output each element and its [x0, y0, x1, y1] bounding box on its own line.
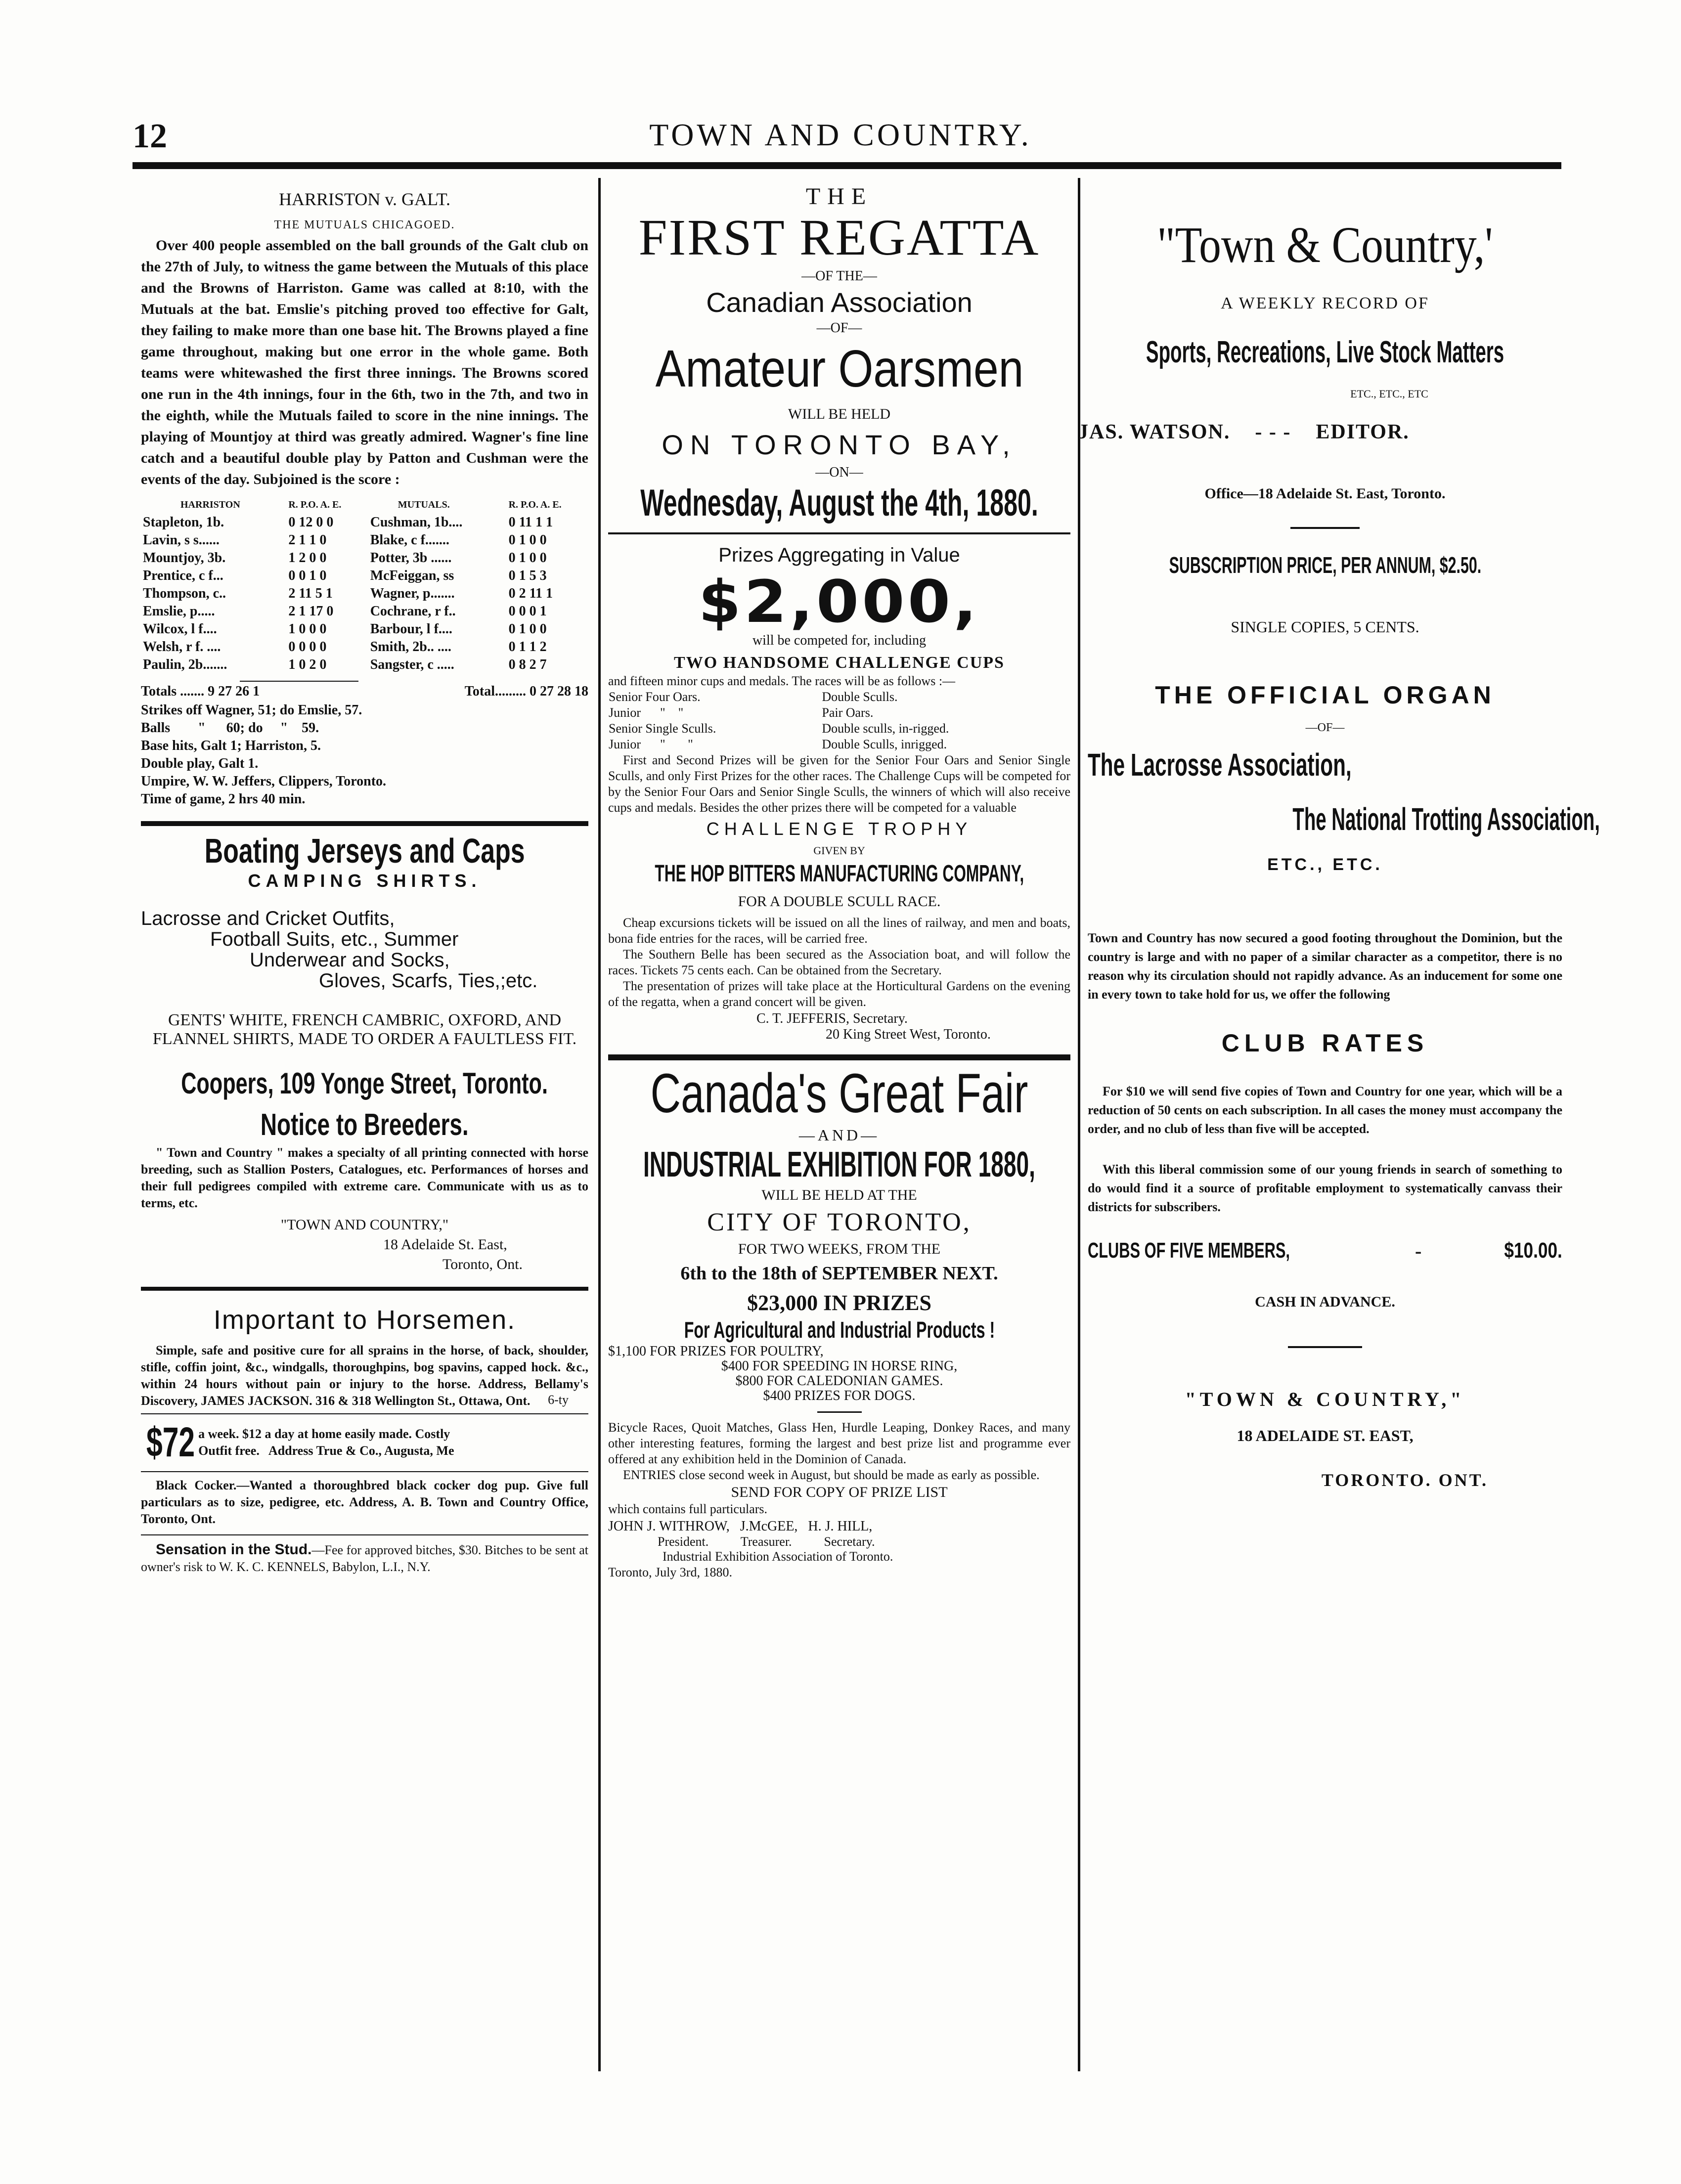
table-row — [608, 689, 1070, 705]
fair-line: $400 PRIZES FOR DOGS. — [763, 1388, 916, 1403]
score-cell: Wagner, p....... — [370, 586, 455, 601]
tc-footer-name: "TOWN & COUNTRY," — [1185, 1388, 1465, 1410]
fair-agri: For Agricultural and Industrial Products ! — [684, 1317, 995, 1343]
secretary-name: C. T. JEFFERIS, Secretary. — [756, 1011, 908, 1026]
score-note: Balls " 60; do " 59. — [141, 720, 319, 736]
table-row — [608, 705, 1070, 721]
table-row — [141, 620, 588, 638]
races-text: First and Second Prizes will be given for the Senior Four Oars and Senior Single Sculls, and only First Prizes for the other races. The Challenge Cups will be competed for by the Senior Four Oars and Senior Single Sculls, the winners of which will also receive cups and medals. Besides the other prizes there will be competed for a valuable — [608, 753, 1070, 815]
prize-amount: $2,000, — [698, 568, 980, 636]
stud-text: —Fee for approved bitches, $30. Bitches to be sent at owner's risk to W. K. C. KENNELS, Babylon, L.I., N.Y. — [141, 1543, 589, 1574]
challenge-cups: TWO HANDSOME CHALLENGE CUPS — [674, 654, 1005, 672]
tc-trotting: The National Trotting Association, — [1292, 801, 1600, 837]
tc-club-rates: CLUB RATES — [1221, 1029, 1429, 1057]
fair-exhibition: INDUSTRIAL EXHIBITION FOR 1880, — [643, 1145, 1035, 1184]
score-cell: 0 0 0 0 — [288, 639, 327, 655]
score-cell: Prentice, c f... — [143, 568, 223, 583]
dash-rule — [817, 1411, 862, 1413]
score-cell: 0 0 0 1 — [508, 604, 547, 619]
tc-of: —OF— — [1305, 721, 1345, 734]
score-cell: 0 11 1 1 — [508, 515, 553, 530]
score-note: Umpire, W. W. Jeffers, Clippers, Toronto. — [141, 774, 387, 789]
tc-sports: Sports, Recreations, Live Stock Matters — [1146, 335, 1504, 369]
regatta-location: ON TORONTO BAY, — [662, 429, 1017, 460]
table-row — [141, 603, 588, 620]
score-note: Strikes off Wagner, 51; do Emslie, 57. — [141, 702, 362, 718]
score-cell: Cushman, 1b.... — [370, 515, 463, 530]
fair-two-weeks: FOR TWO WEEKS, FROM THE — [738, 1241, 941, 1257]
prizes-competed: will be competed for, including — [752, 633, 927, 648]
races-table — [608, 689, 1070, 752]
totals-left: Totals ....... 9 27 26 1 — [141, 684, 260, 699]
score-cell: 1 0 0 0 — [288, 621, 327, 637]
race-cell: Junior " " — [609, 705, 684, 720]
tc-editor — [1078, 420, 1562, 444]
race-cell: Double sculls, in-rigged. — [822, 721, 949, 736]
table-row — [141, 638, 588, 656]
score-cell: 0 1 0 0 — [508, 621, 547, 637]
ad-jerseys-title: Boating Jerseys and Caps — [204, 831, 525, 870]
tc-commission: With this liberal commission some of our young friends in search of something to do would find it a source of profitable employment to systematically canvass their districts for subscribers. — [1088, 1162, 1562, 1214]
column-left — [141, 178, 588, 1575]
regatta-on: —ON— — [815, 465, 863, 480]
score-cell: 1 0 2 0 — [288, 657, 327, 672]
horsemen-title: Important to Horsemen. — [213, 1305, 516, 1335]
breeders-addr: 18 Adelaide St. East, — [383, 1236, 507, 1253]
score-cell: Mountjoy, 3b. — [143, 550, 226, 566]
dash-rule — [1288, 1346, 1362, 1348]
race-cell: Junior " " — [609, 737, 693, 751]
score-cell: 0 1 0 0 — [508, 532, 547, 548]
score-cell: 0 1 0 0 — [508, 550, 547, 566]
fair-entries: ENTRIES close second week in August, but should be made as early as possible. — [623, 1468, 1040, 1482]
score-cell: Wilcox, l f.... — [143, 621, 217, 637]
fair-dateline: Toronto, July 3rd, 1880. — [608, 1565, 732, 1579]
weekly-line-2: Outfit free. Address True & Co., Augusta, Me — [198, 1443, 454, 1458]
tc-subscription: SUBSCRIPTION PRICE, PER ANNUM, $2.50. — [1169, 552, 1481, 578]
score-cell: Blake, c f....... — [370, 532, 449, 548]
regatta-assoc: Canadian Association — [706, 287, 973, 318]
score-head-team-1: HARRISTON — [180, 499, 240, 510]
score-cell: Potter, 3b ...... — [370, 550, 452, 566]
race-cell: Double Sculls. — [822, 690, 898, 704]
weekly-line-1: a week. $12 a day at home easily made. Costly — [198, 1426, 450, 1441]
editor-label: EDITOR. — [1316, 421, 1410, 443]
tc-office: Office—18 Adelaide St. East, Toronto. — [1204, 485, 1446, 502]
table-row — [608, 737, 1070, 752]
cups-text: and fifteen minor cups and medals. The races will be as follows :— — [608, 674, 956, 688]
fair-dates: 6th to the 18th of SEPTEMBER NEXT. — [680, 1263, 998, 1284]
table-row — [141, 531, 588, 549]
dash-rule — [1290, 527, 1360, 529]
tc-etc: ETC., ETC., ETC — [1350, 388, 1428, 400]
score-cell: Barbour, l f.... — [370, 621, 452, 637]
double-scull: FOR A DOUBLE SCULL RACE. — [738, 893, 941, 910]
tc-lacrosse: The Lacrosse Association, — [1088, 747, 1352, 783]
clubs-five-price: $10.00. — [1504, 1238, 1562, 1263]
score-note: Double play, Galt 1. — [141, 756, 259, 771]
regatta-oarsmen: Amateur Oarsmen — [655, 340, 1023, 398]
clubs-five-dash: - — [1415, 1240, 1422, 1262]
regatta-of-the: —OF THE— — [801, 268, 877, 284]
section-rule — [141, 1287, 588, 1291]
section-rule — [141, 1534, 588, 1535]
fair-send: SEND FOR COPY OF PRIZE LIST — [731, 1484, 948, 1500]
tc-footing: Town and Country has now secured a good footing throughout the Dominion, but the country is large and with no paper of a similar character as a competitor, there is no reason why its circulation should not rapidly advance. As an inducement for some one in every town to take hold for us, we offer the following — [1088, 931, 1562, 1002]
score-cell: 0 0 1 0 — [288, 568, 327, 583]
breeders-title: Notice to Breeders. — [261, 1108, 469, 1142]
hop-bitters: THE HOP BITTERS MANUFACTURING COMPANY, — [655, 861, 1024, 887]
score-cell: 1 2 0 0 — [288, 550, 327, 566]
regatta-held: WILL BE HELD — [788, 406, 891, 422]
fair-line: $800 FOR CALEDONIAN GAMES. — [735, 1373, 943, 1389]
cocker-text: Black Cocker.—Wanted a thoroughbred black cocker dog pup. Give full particulars as to size, pedigree, etc. Address, A. B. Town and Country Office, Toronto, Ont. — [141, 1478, 588, 1526]
tc-footer-city: TORONTO. ONT. — [1321, 1470, 1488, 1490]
score-cell: Sangster, c ..... — [370, 657, 454, 672]
tc-etc2: ETC., ETC. — [1267, 855, 1383, 874]
tc-cash: CASH IN ADVANCE. — [1255, 1294, 1395, 1310]
score-cell: 0 8 2 7 — [508, 657, 547, 672]
weekly-ad — [141, 1418, 588, 1466]
score-cell: McFeiggan, ss — [370, 568, 454, 583]
editor-dashes: - - - — [1255, 421, 1291, 443]
section-rule — [608, 532, 1070, 534]
breeders-text: " Town and Country " makes a specialty of all printing connected with horse breeding, such as Stallion Posters, Catalogues, etc. Performances of horses and their full pedigrees compiled with extreme care. Communicate with us as to terms, etc. — [141, 1145, 588, 1210]
section-rule — [141, 1413, 588, 1414]
score-note: Base hits, Galt 1; Harriston, 5. — [141, 738, 321, 753]
regatta-the: THE — [805, 183, 873, 210]
column-middle — [608, 178, 1070, 1580]
score-cell: 0 2 11 1 — [508, 586, 553, 601]
table-row — [141, 656, 588, 674]
masthead: TOWN AND COUNTRY. — [649, 117, 1032, 152]
score-cell: Stapleton, 1b. — [143, 515, 224, 530]
table-row — [141, 567, 588, 585]
score-cell: 0 12 0 0 — [288, 515, 334, 530]
ad-coopers: Coopers, 109 Yonge Street, Toronto. — [181, 1067, 548, 1100]
race-cell: Senior Four Oars. — [609, 690, 701, 704]
score-notes — [141, 701, 588, 808]
ad-line: Underwear and Socks, — [250, 949, 450, 971]
section-rule — [608, 1054, 1070, 1060]
score-cell: Welsh, r f. .... — [143, 639, 221, 655]
regatta-of: —OF— — [816, 320, 862, 336]
page-number: 12 — [133, 117, 167, 155]
belle-text: The Southern Belle has been secured as the Association boat, and will follow the races. Tickets 75 cents each. Can be obtained from the Secretary. — [608, 947, 1070, 977]
ad-jerseys-list — [141, 908, 588, 991]
score-head-team-2: MUTUALS. — [398, 499, 450, 510]
game-subtitle: THE MUTUALS CHICAGOED. — [274, 218, 455, 231]
section-rule — [141, 821, 588, 826]
race-cell: Double Sculls, inrigged. — [822, 737, 947, 751]
excursions-text: Cheap excursions tickets will be issued on all the lines of railway, and men and boats, bona fide entries for the races, will be carried free. — [608, 916, 1070, 946]
score-note: Time of game, 2 hrs 40 min. — [141, 791, 306, 807]
totals-right: Total......... 0 27 28 18 — [464, 684, 588, 699]
table-row — [141, 585, 588, 603]
table-row — [141, 514, 588, 531]
presentation-text: The presentation of prizes will take place at the Horticultural Gardens on the evening of the regatta, when a grand concert will be given. — [608, 979, 1070, 1009]
fair-line: $1,100 FOR PRIZES FOR POULTRY, — [608, 1344, 824, 1359]
editor-name: JAS. WATSON. — [1078, 421, 1231, 443]
ad-line: Lacrosse and Cricket Outfits, — [141, 908, 395, 929]
score-cell: Emslie, p..... — [143, 604, 215, 619]
fair-prizes: $23,000 IN PRIZES — [747, 1291, 931, 1315]
table-row — [141, 549, 588, 567]
score-cell: Paulin, 2b....... — [143, 657, 227, 672]
tc-single: SINGLE COPIES, 5 CENTS. — [1231, 618, 1419, 636]
horsemen-code: 6-ty — [548, 1393, 569, 1407]
fair-officers: JOHN J. WITHROW, J.McGEE, H. J. HILL, — [608, 1519, 873, 1534]
tc-official: THE OFFICIAL ORGAN — [1155, 681, 1495, 709]
score-cell: 2 1 17 0 — [288, 604, 334, 619]
score-cell: 2 11 5 1 — [288, 586, 333, 601]
ad-line: Gloves, Scarfs, Ties,;etc. — [319, 970, 538, 992]
stud-head: Sensation in the Stud. — [156, 1541, 312, 1558]
table-row — [608, 721, 1070, 737]
tc-weekly: A WEEKLY RECORD OF — [1221, 294, 1429, 312]
score-head-cols-2: R. P.O. A. E. — [508, 499, 562, 510]
ad-shirts: GENTS' WHITE, FRENCH CAMBRIC, OXFORD, AND FLANNEL SHIRTS, MADE TO ORDER A FAULTLESS FIT. — [152, 1011, 577, 1048]
score-cell: 0 1 1 2 — [508, 639, 547, 655]
fair-text: Bicycle Races, Quoit Matches, Glass Hen, Hurdle Leaping, Donkey Races, and many other interesting features, forming the largest and best prize list and programme ever offered at any exhibition held in the Dominion of Canada. — [608, 1420, 1070, 1466]
regatta-title: FIRST REGATTA — [638, 209, 1040, 266]
fair-title: Canada's Great Fair — [650, 1062, 1028, 1124]
fair-titles: President. Treasurer. Secretary. — [658, 1534, 875, 1549]
weekly-big: $72 — [146, 1419, 195, 1465]
fair-assoc: Industrial Exhibition Association of Toronto. — [663, 1549, 893, 1564]
totals-rule-left — [240, 681, 358, 682]
regatta-date: Wednesday, August the 4th, 1880. — [640, 482, 1038, 524]
clubs-five-label: CLUBS OF FIVE MEMBERS, — [1088, 1238, 1290, 1263]
fair-which: which contains full particulars. — [608, 1502, 768, 1516]
race-cell: Pair Oars. — [822, 705, 874, 720]
score-cell: Smith, 2b.. .... — [370, 639, 451, 655]
fair-prize-list — [608, 1344, 1070, 1403]
fair-city: CITY OF TORONTO, — [707, 1208, 972, 1236]
column-divider-2 — [1078, 178, 1080, 2071]
game-report: Over 400 people assembled on the ball grounds of the Galt club on the 27th of July, to witness the game between the Mutuals of this place and the Browns of Harriston. Game was called at 8:10, with the Mutuals at the bat. Emslie's pitching proved too effective for Galt, they failing to make more than one base hit. The Browns played a fine game throughout, making but one error in the whole game. Both teams were whitewashed the first three innings. The Browns scored one run in the 4th innings, four in the 6th, two in the 7th, and two in the eighth, while the Mutuals failed to score in the nine innings. The playing of Mountjoy at third was greatly admired. Wagner's fine line catch and a beautiful double play by Patton and Cushman were the events of the day. Subjoined is the score : — [141, 237, 588, 487]
tc-clubs-five — [1088, 1238, 1562, 1263]
section-rule — [141, 1471, 588, 1472]
column-divider-1 — [598, 178, 601, 2071]
tc-footer-addr: 18 ADELAIDE ST. EAST, — [1237, 1427, 1414, 1444]
score-cell: Cochrane, r f.. — [370, 604, 456, 619]
fair-line: $400 FOR SPEEDING IN HORSE RING, — [721, 1358, 958, 1374]
tc-title: "Town & Country,' — [1157, 217, 1493, 273]
secretary-addr: 20 King Street West, Toronto. — [826, 1027, 991, 1042]
box-score — [141, 496, 588, 674]
score-cell: Thompson, c.. — [143, 586, 226, 601]
race-cell: Senior Single Sculls. — [609, 721, 716, 736]
column-right — [1078, 178, 1600, 1490]
score-head-cols-1: R. P.O. A. E. — [288, 499, 342, 510]
game-title: HARRISTON v. GALT. — [278, 189, 451, 209]
ad-jerseys-sub: CAMPING SHIRTS. — [248, 871, 482, 891]
ad-line: Football Suits, etc., Summer — [210, 928, 459, 950]
score-cell: 0 1 5 3 — [508, 568, 547, 583]
stud-ad — [141, 1541, 588, 1575]
score-cell: Lavin, s s...... — [143, 532, 220, 548]
challenge-trophy: CHALLENGE TROPHY — [706, 819, 973, 839]
breeders-city: Toronto, Ont. — [442, 1256, 523, 1272]
header-rule — [133, 162, 1561, 169]
score-totals — [141, 684, 588, 699]
fair-and: —AND— — [798, 1126, 880, 1144]
prizes-head: Prizes Aggregating in Value — [718, 544, 960, 566]
fair-held: WILL BE HELD AT THE — [761, 1187, 917, 1203]
horsemen-text: Simple, safe and positive cure for all sprains in the horse, of back, shoulder, stifle, coffin joint, &c., windgalls, thoroughpins, bog spavins, capped hock. &c., within 24 hours without pain or injury to the horse. Address, Bellamy's Discovery, JAMES JACKSON. 316 & 318 Wellington St., Ottawa, Ont. — [141, 1343, 588, 1408]
given-by: GIVEN BY — [813, 844, 865, 857]
tc-rates-text: For $10 we will send five copies of Town and Country for one year, which will be a reduction of 50 cents on each subscription. In all cases the money must accompany the order, and no club of less than five will be accepted. — [1088, 1084, 1562, 1136]
score-cell: 2 1 1 0 — [288, 532, 327, 548]
breeders-sig: "TOWN AND COUNTRY," — [280, 1217, 449, 1233]
